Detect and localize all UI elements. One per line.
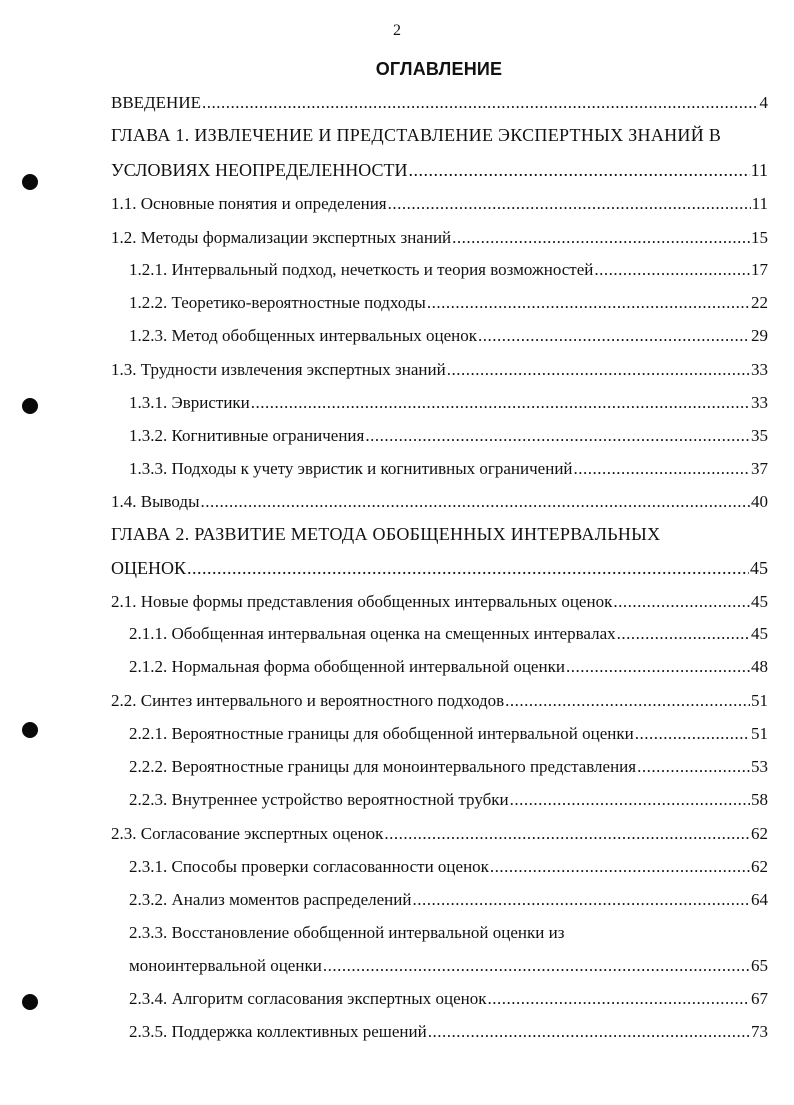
toc-entry-1-3: 1.3. Трудности извлечения экспертных знаний ..... 33 bbox=[111, 359, 768, 381]
toc-entry-2-3-1: 2.3.1. Способы проверки согласованности оценок ..... 62 bbox=[129, 856, 768, 878]
toc-entry-2-3-5: 2.3.5. Поддержка коллективных решений ..... 73 bbox=[129, 1021, 768, 1043]
toc-entry-2-3: 2.3. Согласование экспертных оценок ..... 62 bbox=[111, 823, 768, 845]
toc-entry-2-3-2: 2.3.2. Анализ моментов распределений ..... 64 bbox=[129, 889, 768, 911]
toc-entry-1-2-1: 1.2.1. Интервальный подход, нечеткость и теория возможностей ..... 17 bbox=[129, 259, 768, 281]
punch-hole bbox=[22, 994, 38, 1010]
punch-hole bbox=[22, 722, 38, 738]
toc-entry-1-2-3: 1.2.3. Метод обобщенных интервальных оценок ..... 29 bbox=[129, 325, 768, 347]
toc-entry-2-3-3-line1: 2.3.3. Восстановление обобщенной интервальной оценки из bbox=[129, 923, 565, 942]
toc-entry-chapter-2: ОЦЕНОК ..... 45 bbox=[111, 557, 768, 579]
page-number: 2 bbox=[393, 22, 401, 39]
toc-entry-2-3-3: моноинтервальной оценки ..... 65 bbox=[129, 955, 768, 977]
toc-entry-1-4: 1.4. Выводы ..... 40 bbox=[111, 491, 768, 513]
toc-entry-1-2-2: 1.2.2. Теоретико-вероятностные подходы ..... 22 bbox=[129, 292, 768, 314]
toc-entry-1-2: 1.2. Методы формализации экспертных знаний ..... 15 bbox=[111, 227, 768, 249]
toc-entry-chapter-1-line1: ГЛАВА 1. ИЗВЛЕЧЕНИЕ И ПРЕДСТАВЛЕНИЕ ЭКСПЕРТНЫХ ЗНАНИЙ В bbox=[111, 125, 722, 145]
toc-entry-2-3-4: 2.3.4. Алгоритм согласования экспертных оценок ..... 67 bbox=[129, 988, 768, 1010]
toc-entry-2-2: 2.2. Синтез интервального и вероятностного подходов ..... 51 bbox=[111, 690, 768, 712]
toc-entry-2-2-2: 2.2.2. Вероятностные границы для моноинтервального представления ..... 53 bbox=[129, 756, 768, 778]
toc-entry-2-1-1: 2.1.1. Обобщенная интервальная оценка на смещенных интервалах ..... 45 bbox=[129, 623, 768, 645]
toc-entry-1-3-2: 1.3.2. Когнитивные ограничения ..... 35 bbox=[129, 425, 768, 447]
toc-entry-1-1: 1.1. Основные понятия и определения ..... 11 bbox=[111, 193, 768, 215]
punch-hole bbox=[22, 398, 38, 414]
toc-entry-2-1-2: 2.1.2. Нормальная форма обобщенной интервальной оценки ..... 48 bbox=[129, 656, 768, 678]
toc-entry-1-3-1: 1.3.1. Эвристики ..... 33 bbox=[129, 392, 768, 414]
toc-entry-1-3-3: 1.3.3. Подходы к учету эвристик и когнитивных ограничений ..... 37 bbox=[129, 458, 768, 480]
toc-entry-2-2-1: 2.2.1. Вероятностные границы для обобщенной интервальной оценки ..... 51 bbox=[129, 723, 768, 745]
punch-hole bbox=[22, 174, 38, 190]
toc-entry-chapter-1: УСЛОВИЯХ НЕОПРЕДЕЛЕННОСТИ ..... 11 bbox=[111, 159, 768, 181]
toc-entry-2-1: 2.1. Новые формы представления обобщенных интервальных оценок ..... 45 bbox=[111, 591, 768, 613]
toc-entry-introduction: ВВЕДЕНИЕ ..... 4 bbox=[111, 92, 768, 114]
toc-heading: ОГЛАВЛЕНИЕ bbox=[375, 59, 503, 79]
toc-entry-chapter-2-line1: ГЛАВА 2. РАЗВИТИЕ МЕТОДА ОБОБЩЕННЫХ ИНТЕРВАЛЬНЫХ bbox=[111, 524, 661, 544]
toc-entry-2-2-3: 2.2.3. Внутреннее устройство вероятностной трубки ..... 58 bbox=[129, 789, 768, 811]
